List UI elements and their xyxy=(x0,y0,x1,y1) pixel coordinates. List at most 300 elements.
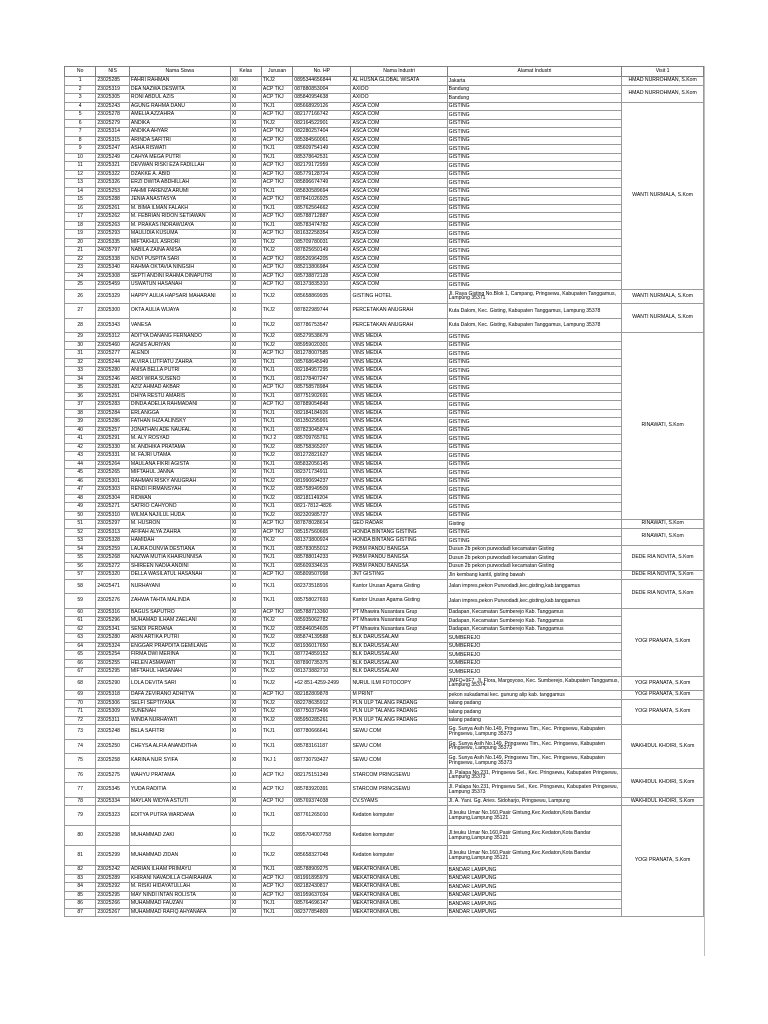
cell-kelas[interactable]: XI xyxy=(230,846,261,866)
cell-nama-siswa[interactable]: ANDIKA AHYAR xyxy=(129,128,230,137)
cell-alamat-industri[interactable]: GISTING xyxy=(447,384,622,393)
cell-no-hp[interactable]: 085157560665 xyxy=(293,528,351,537)
cell-no[interactable]: 8 xyxy=(65,136,96,145)
cell-jurusan[interactable]: ACP TKJ xyxy=(261,691,292,700)
cell-nama-siswa[interactable]: BAGUS SAPUTRO xyxy=(129,608,230,617)
cell-nama-industri[interactable]: ASCA COM xyxy=(351,230,447,239)
cell-no-hp[interactable]: 085658327048 xyxy=(293,846,351,866)
cell-nama-industri[interactable]: STARCOM PRINGSEWU xyxy=(351,783,447,798)
cell-no[interactable]: 7 xyxy=(65,128,96,137)
cell-visit-1[interactable]: RINAWATI, S.Kom xyxy=(622,528,704,545)
cell-jurusan[interactable]: TKJ1 xyxy=(261,375,292,384)
cell-jurusan[interactable]: TKJ2 xyxy=(261,289,292,304)
cell-nama-siswa[interactable]: ARDI WIRA SUSENO xyxy=(129,375,230,384)
cell-alamat-industri[interactable]: SUMBEREJO xyxy=(447,642,622,651)
cell-nama-industri[interactable]: VINS MEDIA xyxy=(351,401,447,410)
cell-nama-industri[interactable]: STARCOM PRINGSEWU xyxy=(351,768,447,783)
cell-nama-industri[interactable]: ASCA COM xyxy=(351,272,447,281)
cell-nis[interactable]: 23025310 xyxy=(96,511,130,520)
cell-jurusan[interactable]: TKJ1 xyxy=(261,866,292,875)
cell-no-hp[interactable]: 081991895979 xyxy=(293,874,351,883)
cell-nama-siswa[interactable]: ALENDI xyxy=(129,350,230,359)
cell-alamat-industri[interactable]: BANDAR LAMPUNG xyxy=(447,900,622,909)
cell-nama-industri[interactable]: HONDA BINTANG GISTING xyxy=(351,528,447,537)
cell-no[interactable]: 78 xyxy=(65,797,96,806)
cell-nama-industri[interactable]: BLK DARUSSALAM xyxy=(351,659,447,668)
cell-jurusan[interactable]: TKJ2 xyxy=(261,642,292,651)
cell-alamat-industri[interactable]: GISTING xyxy=(447,409,622,418)
table-row[interactable] xyxy=(65,460,704,469)
header-nama-siswa[interactable]: Nama Siswa xyxy=(129,67,230,77)
cell-nis[interactable]: 23025248 xyxy=(96,725,130,740)
cell-no[interactable]: 65 xyxy=(65,651,96,660)
cell-no[interactable]: 37 xyxy=(65,401,96,410)
cell-jurusan[interactable]: TKJ2 xyxy=(261,716,292,725)
cell-jurusan[interactable]: TKJ2 xyxy=(261,238,292,247)
cell-jurusan[interactable]: TKJ1 xyxy=(261,659,292,668)
cell-nis[interactable]: 23025292 xyxy=(96,883,130,892)
cell-nama-siswa[interactable]: M. BIMA ILMAN FALAKH xyxy=(129,204,230,213)
cell-jurusan[interactable]: TKJ2 xyxy=(261,668,292,677)
cell-no-hp[interactable]: 085788713360 xyxy=(293,608,351,617)
cell-kelas[interactable]: XI xyxy=(230,272,261,281)
cell-alamat-industri[interactable]: GISTING xyxy=(447,119,622,128)
cell-jurusan[interactable]: TKJ2 xyxy=(261,318,292,333)
cell-nis[interactable]: 23025275 xyxy=(96,768,130,783)
cell-nama-industri[interactable]: SEWU COM xyxy=(351,739,447,754)
cell-nis[interactable]: 23025242 xyxy=(96,866,130,875)
table-row[interactable] xyxy=(65,739,704,754)
cell-nis[interactable]: 23025258 xyxy=(96,754,130,769)
cell-nis[interactable]: 23025320 xyxy=(96,571,130,580)
cell-kelas[interactable]: XI xyxy=(230,511,261,520)
cell-nis[interactable]: 23025311 xyxy=(96,716,130,725)
cell-no[interactable]: 5 xyxy=(65,111,96,120)
cell-kelas[interactable]: XI xyxy=(230,230,261,239)
cell-no[interactable]: 50 xyxy=(65,511,96,520)
cell-jurusan[interactable]: ACP TKJ xyxy=(261,528,292,537)
cell-nis[interactable]: 23025246 xyxy=(96,375,130,384)
cell-no[interactable]: 21 xyxy=(65,247,96,256)
cell-no[interactable]: 57 xyxy=(65,571,96,580)
table-row[interactable] xyxy=(65,537,704,546)
cell-alamat-industri[interactable]: GISTING xyxy=(447,281,622,290)
cell-nama-industri[interactable]: ASCA COM xyxy=(351,128,447,137)
cell-nis[interactable]: 23025263 xyxy=(96,221,130,230)
table-row[interactable] xyxy=(65,272,704,281)
cell-jurusan[interactable]: TKJ1 xyxy=(261,418,292,427)
cell-no[interactable]: 60 xyxy=(65,608,96,617)
cell-no-hp[interactable]: 087730793427 xyxy=(293,754,351,769)
cell-no[interactable]: 51 xyxy=(65,520,96,529)
cell-jurusan[interactable]: ACP TKJ xyxy=(261,608,292,617)
cell-jurusan[interactable]: ACP TKJ xyxy=(261,196,292,205)
cell-jurusan[interactable]: ACP TKJ xyxy=(261,768,292,783)
cell-alamat-industri[interactable]: GISTING xyxy=(447,418,622,427)
cell-nama-siswa[interactable]: M. FEBRIAN RIDON SETIAWAN xyxy=(129,213,230,222)
cell-no[interactable]: 31 xyxy=(65,350,96,359)
table-row[interactable] xyxy=(65,571,704,580)
cell-visit-1[interactable]: RINAWATI, S.Kom xyxy=(622,333,704,520)
cell-nama-siswa[interactable]: KHIRANI NAVADILLA CHAIRAHMA xyxy=(129,874,230,883)
cell-jurusan[interactable]: TKJ1 xyxy=(261,409,292,418)
cell-jurusan[interactable]: ACP TKJ xyxy=(261,128,292,137)
table-row[interactable] xyxy=(65,452,704,461)
header-nis[interactable]: NIS xyxy=(96,67,130,77)
cell-jurusan[interactable]: TKJ1 xyxy=(261,594,292,609)
table-row[interactable] xyxy=(65,247,704,256)
cell-alamat-industri[interactable]: Jl. Palapa No.231, Pringsewu Sel., Kec. Pringsewu, Kabupaten Pringsewu, Lampung 35373 xyxy=(447,783,622,798)
cell-jurusan[interactable]: ACP TKJ xyxy=(261,213,292,222)
cell-nis[interactable]: 23025340 xyxy=(96,264,130,273)
cell-alamat-industri[interactable]: GISTING xyxy=(447,528,622,537)
cell-jurusan[interactable]: ACP TKJ xyxy=(261,162,292,171)
cell-kelas[interactable]: XI xyxy=(230,594,261,609)
cell-nama-industri[interactable]: VINS MEDIA xyxy=(351,392,447,401)
cell-no-hp[interactable]: 085783920391 xyxy=(293,783,351,798)
cell-nis[interactable]: 23025262 xyxy=(96,213,130,222)
cell-alamat-industri[interactable]: SUMBEREJO xyxy=(447,668,622,677)
table-row[interactable] xyxy=(65,494,704,503)
cell-no-hp[interactable]: 081990694237 xyxy=(293,477,351,486)
table-row[interactable] xyxy=(65,264,704,273)
cell-visit-1[interactable]: WAKHIDUL KHOIRI, S.Kom xyxy=(622,797,704,806)
cell-nis[interactable]: 23025343 xyxy=(96,318,130,333)
cell-visit-1[interactable]: DEDE RIA NOVITA, S.Kom xyxy=(622,545,704,571)
cell-kelas[interactable]: XI xyxy=(230,204,261,213)
cell-nama-siswa[interactable]: WILMA NAJILUL HUDA xyxy=(129,511,230,520)
cell-no[interactable]: 69 xyxy=(65,691,96,700)
cell-kelas[interactable]: XI xyxy=(230,537,261,546)
cell-nis[interactable]: 23025276 xyxy=(96,594,130,609)
cell-kelas[interactable]: XI xyxy=(230,460,261,469)
table-row[interactable] xyxy=(65,304,704,319)
cell-nis[interactable]: 23025253 xyxy=(96,187,130,196)
cell-nis[interactable]: 23025290 xyxy=(96,676,130,691)
cell-no-hp[interactable]: 081350295991 xyxy=(293,418,351,427)
cell-nis[interactable]: 23025254 xyxy=(96,651,130,660)
cell-kelas[interactable]: XI xyxy=(230,562,261,571)
cell-visit-1[interactable]: DEDE RIA NOVITA, S.Kom xyxy=(622,579,704,608)
cell-kelas[interactable]: XI xyxy=(230,891,261,900)
cell-nis[interactable]: 23025243 xyxy=(96,102,130,111)
cell-nama-siswa[interactable]: ALVIRA LUTFIATU ZAHRA xyxy=(129,358,230,367)
cell-alamat-industri[interactable]: GISTING xyxy=(447,204,622,213)
cell-nama-industri[interactable]: ASCA COM xyxy=(351,162,447,171)
cell-nis[interactable]: 23025264 xyxy=(96,460,130,469)
cell-jurusan[interactable]: ACP TKJ xyxy=(261,883,292,892)
cell-kelas[interactable]: XI xyxy=(230,520,261,529)
cell-nama-siswa[interactable]: M. RISKI HIDAYATULLAH xyxy=(129,883,230,892)
cell-nis[interactable]: 23025247 xyxy=(96,145,130,154)
cell-no-hp[interactable]: 085764696147 xyxy=(293,900,351,909)
cell-alamat-industri[interactable]: GISTING xyxy=(447,469,622,478)
cell-nama-industri[interactable]: PT Mhawira Nusantara Grup xyxy=(351,625,447,634)
cell-no[interactable]: 9 xyxy=(65,145,96,154)
cell-nama-industri[interactable]: VINS MEDIA xyxy=(351,511,447,520)
cell-nama-siswa[interactable]: ARIN ARTIKA PUTRI xyxy=(129,634,230,643)
cell-nama-industri[interactable]: VINS MEDIA xyxy=(351,452,447,461)
cell-nis[interactable]: 23025279 xyxy=(96,119,130,128)
cell-nama-siswa[interactable]: NABILA ZAINA ANISA xyxy=(129,247,230,256)
cell-nama-industri[interactable]: AXIOO xyxy=(351,94,447,103)
cell-nis[interactable]: 23025324 xyxy=(96,642,130,651)
cell-kelas[interactable]: XI xyxy=(230,699,261,708)
cell-nama-siswa[interactable]: OKTA AULIA WIJAYA xyxy=(129,304,230,319)
cell-jurusan[interactable]: TKJ1 xyxy=(261,739,292,754)
table-row[interactable] xyxy=(65,119,704,128)
table-row[interactable] xyxy=(65,469,704,478)
cell-no-hp[interactable]: 085668929126 xyxy=(293,102,351,111)
cell-no-hp[interactable]: 087825650149 xyxy=(293,247,351,256)
cell-no[interactable]: 70 xyxy=(65,699,96,708)
cell-nama-industri[interactable]: GISTING HOTEL xyxy=(351,289,447,304)
cell-no-hp[interactable]: 085738872128 xyxy=(293,272,351,281)
cell-kelas[interactable]: XI xyxy=(230,625,261,634)
cell-no-hp[interactable]: 085758578984 xyxy=(293,384,351,393)
cell-kelas[interactable]: XI xyxy=(230,469,261,478)
table-row[interactable] xyxy=(65,221,704,230)
cell-alamat-industri[interactable]: Gg. Sunya Asih No.149, Pringsewu Tim., Kec. Pringsewu, Kabupaten Pringsewu, Lampung 35373 xyxy=(447,739,622,754)
table-row[interactable] xyxy=(65,846,704,866)
cell-alamat-industri[interactable]: GISTING xyxy=(447,367,622,376)
cell-alamat-industri[interactable]: GISTING xyxy=(447,196,622,205)
cell-kelas[interactable]: XI xyxy=(230,866,261,875)
cell-nama-industri[interactable]: ASCA COM xyxy=(351,264,447,273)
cell-no-hp[interactable]: 087751902691 xyxy=(293,392,351,401)
cell-nis[interactable]: 23025257 xyxy=(96,426,130,435)
cell-alamat-industri[interactable]: Kuta Dalom, Kec. Gisting, Kabupaten Tanggamus, Lampung 35378 xyxy=(447,304,622,319)
cell-nama-industri[interactable]: ASCA COM xyxy=(351,136,447,145)
cell-jurusan[interactable]: ACP TKJ xyxy=(261,401,292,410)
cell-nama-industri[interactable]: MEKATRONIKA UBL xyxy=(351,866,447,875)
cell-nama-industri[interactable]: ASCA COM xyxy=(351,179,447,188)
cell-nama-siswa[interactable]: MAULANA FIKRI AGISTA xyxy=(129,460,230,469)
cell-kelas[interactable]: XI xyxy=(230,375,261,384)
cell-kelas[interactable]: XI xyxy=(230,579,261,594)
table-row[interactable] xyxy=(65,503,704,512)
table-row[interactable] xyxy=(65,230,704,239)
table-row[interactable] xyxy=(65,341,704,350)
cell-nis[interactable]: 23025323 xyxy=(96,806,130,826)
cell-nama-siswa[interactable]: RAHMAN RISKY ANUGRAH xyxy=(129,477,230,486)
cell-nama-siswa[interactable]: HELEN ASMAWATI xyxy=(129,659,230,668)
cell-no[interactable]: 76 xyxy=(65,768,96,783)
cell-kelas[interactable]: XI xyxy=(230,247,261,256)
cell-no-hp[interactable]: 087750373496 xyxy=(293,708,351,717)
cell-alamat-industri[interactable]: Jl.teuku Umar No.160,Pasir Gintung,Kec.Kedaton,Kota Bandar Lampung,Lampung 35121 xyxy=(447,846,622,866)
cell-alamat-industri[interactable]: GISTING xyxy=(447,221,622,230)
cell-kelas[interactable]: XI xyxy=(230,691,261,700)
table-row[interactable] xyxy=(65,608,704,617)
cell-alamat-industri[interactable]: GISTING xyxy=(447,230,622,239)
cell-no-hp[interactable]: 085935062782 xyxy=(293,617,351,626)
cell-no[interactable]: 52 xyxy=(65,528,96,537)
cell-nama-siswa[interactable]: DEA NAZWA DESWITA xyxy=(129,85,230,94)
cell-nis[interactable]: 23025330 xyxy=(96,443,130,452)
cell-kelas[interactable]: XI xyxy=(230,826,261,846)
cell-no[interactable]: 55 xyxy=(65,554,96,563)
cell-kelas[interactable]: XI xyxy=(230,739,261,754)
cell-alamat-industri[interactable]: GISTING xyxy=(447,213,622,222)
cell-kelas[interactable]: XI xyxy=(230,494,261,503)
cell-nama-industri[interactable]: VINS MEDIA xyxy=(351,443,447,452)
cell-no[interactable]: 83 xyxy=(65,874,96,883)
cell-kelas[interactable]: XI xyxy=(230,85,261,94)
cell-nama-industri[interactable]: VINS MEDIA xyxy=(351,503,447,512)
table-row[interactable] xyxy=(65,883,704,892)
table-row[interactable] xyxy=(65,213,704,222)
cell-kelas[interactable]: XI xyxy=(230,725,261,740)
cell-kelas[interactable]: XI xyxy=(230,187,261,196)
cell-kelas[interactable]: XI xyxy=(230,874,261,883)
cell-no-hp[interactable]: 085758949509 xyxy=(293,486,351,495)
cell-jurusan[interactable]: ACP TKJ xyxy=(261,136,292,145)
cell-nis[interactable]: 23025285 xyxy=(96,77,130,86)
cell-no-hp[interactable]: 085783055012 xyxy=(293,545,351,554)
cell-jurusan[interactable]: ACP TKJ xyxy=(261,350,292,359)
cell-kelas[interactable]: XI xyxy=(230,304,261,319)
cell-kelas[interactable]: XI xyxy=(230,676,261,691)
cell-nama-industri[interactable]: VINS MEDIA xyxy=(351,341,447,350)
cell-no[interactable]: 59 xyxy=(65,594,96,609)
cell-nama-siswa[interactable]: MAYLAN WIDYA ASTUTI xyxy=(129,797,230,806)
cell-alamat-industri[interactable]: GISTING xyxy=(447,136,622,145)
cell-no[interactable]: 71 xyxy=(65,708,96,717)
cell-alamat-industri[interactable]: GISTING xyxy=(447,350,622,359)
cell-kelas[interactable]: XI xyxy=(230,554,261,563)
cell-kelas[interactable]: XI xyxy=(230,384,261,393)
cell-kelas[interactable]: XI xyxy=(230,401,261,410)
cell-jurusan[interactable]: ACP TKJ xyxy=(261,264,292,273)
cell-nama-siswa[interactable]: FATHAN IHZA ALINSKY xyxy=(129,418,230,427)
cell-jurusan[interactable]: ACP TKJ xyxy=(261,891,292,900)
cell-nama-siswa[interactable]: M. ALY ROSYAD xyxy=(129,435,230,444)
cell-jurusan[interactable]: TKJ2 xyxy=(261,333,292,342)
cell-nis[interactable]: 23025335 xyxy=(96,238,130,247)
cell-kelas[interactable]: XI xyxy=(230,238,261,247)
table-row[interactable] xyxy=(65,204,704,213)
cell-no-hp[interactable]: 087724859152 xyxy=(293,651,351,660)
cell-visit-1[interactable]: WAKHIDUL KHOIRI, S.Kom xyxy=(622,725,704,769)
cell-nis[interactable]: 23025329 xyxy=(96,289,130,304)
cell-visit-1[interactable]: RINAWATI, S.Kom xyxy=(622,520,704,529)
cell-nama-siswa[interactable]: ZAHWA TAHTA MALINDA xyxy=(129,594,230,609)
cell-nis[interactable]: 23025251 xyxy=(96,392,130,401)
cell-no-hp[interactable]: 081278407247 xyxy=(293,375,351,384)
cell-alamat-industri[interactable]: GISTING xyxy=(447,162,622,171)
cell-nis[interactable]: 24025471 xyxy=(96,579,130,594)
table-row[interactable] xyxy=(65,699,704,708)
cell-nama-siswa[interactable]: AMELIA AZZAHRA xyxy=(129,111,230,120)
cell-nama-industri[interactable]: ASCA COM xyxy=(351,119,447,128)
cell-nama-industri[interactable]: ASCA COM xyxy=(351,238,447,247)
cell-nama-siswa[interactable]: NOVI PUSPITA SARI xyxy=(129,255,230,264)
table-row[interactable] xyxy=(65,238,704,247)
cell-nama-siswa[interactable]: M. PRAKAS INDRAWIJAYA xyxy=(129,221,230,230)
cell-nis[interactable]: 23025305 xyxy=(96,94,130,103)
cell-nis[interactable]: 23025278 xyxy=(96,111,130,120)
table-row[interactable] xyxy=(65,783,704,798)
cell-alamat-industri[interactable]: GISTING xyxy=(447,401,622,410)
table-row[interactable] xyxy=(65,520,704,529)
cell-nama-industri[interactable]: ASCA COM xyxy=(351,204,447,213)
cell-alamat-industri[interactable]: GISTING xyxy=(447,264,622,273)
cell-nama-siswa[interactable]: FAHRI RAHMAN xyxy=(129,77,230,86)
cell-nama-siswa[interactable]: ADRIAN ILHAM PRIMAYU xyxy=(129,866,230,875)
cell-kelas[interactable]: XI xyxy=(230,367,261,376)
cell-nama-siswa[interactable]: YUDA RADITIA xyxy=(129,783,230,798)
cell-jurusan[interactable]: ACP TKJ xyxy=(261,255,292,264)
cell-visit-1[interactable]: YOGI PRANATA, S.Kom xyxy=(622,608,704,676)
cell-visit-1[interactable]: WANTI NURMALA, S.Kom xyxy=(622,304,704,333)
cell-alamat-industri[interactable]: BANDAR LAMPUNG xyxy=(447,866,622,875)
cell-no-hp[interactable]: 085783161187 xyxy=(293,739,351,754)
cell-no[interactable]: 20 xyxy=(65,238,96,247)
header-alamat-industri[interactable]: Alamat Industri xyxy=(447,67,622,77)
cell-nis[interactable]: 23025244 xyxy=(96,358,130,367)
table-row[interactable] xyxy=(65,528,704,537)
cell-nis[interactable]: 23025319 xyxy=(96,85,130,94)
table-row[interactable] xyxy=(65,333,704,342)
cell-no-hp[interactable]: 085830589694 xyxy=(293,187,351,196)
cell-nama-siswa[interactable]: NURHAYANI xyxy=(129,579,230,594)
cell-nama-industri[interactable]: BLK DARUSSALAM xyxy=(351,642,447,651)
cell-nama-industri[interactable]: SEWU COM xyxy=(351,725,447,740)
cell-no[interactable]: 62 xyxy=(65,625,96,634)
cell-nis[interactable]: 23025341 xyxy=(96,625,130,634)
cell-kelas[interactable]: XI xyxy=(230,418,261,427)
cell-nama-siswa[interactable]: CAHYA MEGA PUTRI xyxy=(129,153,230,162)
cell-jurusan[interactable]: ACP TKJ xyxy=(261,179,292,188)
table-row[interactable] xyxy=(65,443,704,452)
cell-no-hp[interactable]: 087822989744 xyxy=(293,304,351,319)
cell-nama-industri[interactable]: AL HUSNA GLOBAL WISATA xyxy=(351,77,447,86)
cell-nama-siswa[interactable]: WINDA NURHAYATI xyxy=(129,716,230,725)
cell-no-hp[interactable]: 085378642531 xyxy=(293,153,351,162)
cell-nama-siswa[interactable]: MIFTAKHUL ASRORI xyxy=(129,238,230,247)
cell-no[interactable]: 40 xyxy=(65,426,96,435)
cell-no-hp[interactable]: 085709765761 xyxy=(293,435,351,444)
cell-jurusan[interactable]: TKJ1 xyxy=(261,503,292,512)
cell-no[interactable]: 16 xyxy=(65,204,96,213)
cell-nama-siswa[interactable]: EDITYA PUTRA WARDANA xyxy=(129,806,230,826)
cell-kelas[interactable]: XI xyxy=(230,213,261,222)
table-row[interactable] xyxy=(65,477,704,486)
cell-nama-industri[interactable]: PLN ULP TALANG PADANG xyxy=(351,716,447,725)
cell-kelas[interactable]: XI xyxy=(230,617,261,626)
cell-kelas[interactable]: XI xyxy=(230,341,261,350)
cell-no[interactable]: 66 xyxy=(65,659,96,668)
cell-no[interactable]: 63 xyxy=(65,634,96,643)
cell-alamat-industri[interactable]: Jl. A. Yani. Gg. Aries. Sidoharjo, Pringsewu, Lampung xyxy=(447,797,622,806)
table-row[interactable] xyxy=(65,545,704,554)
table-row[interactable] xyxy=(65,128,704,137)
cell-nis[interactable]: 23025326 xyxy=(96,179,130,188)
table-row[interactable] xyxy=(65,170,704,179)
cell-nama-siswa[interactable]: RAHMA OKTAVIA NINGSIH xyxy=(129,264,230,273)
cell-no[interactable]: 67 xyxy=(65,668,96,677)
table-row[interactable] xyxy=(65,891,704,900)
cell-nis[interactable]: 23025296 xyxy=(96,617,130,626)
cell-nama-industri[interactable]: VINS MEDIA xyxy=(351,477,447,486)
cell-visit-1[interactable]: HMAD NURROHMAN, S.Kom xyxy=(622,85,704,102)
cell-nama-industri[interactable]: VINS MEDIA xyxy=(351,358,447,367)
cell-alamat-industri[interactable]: GISTING xyxy=(447,392,622,401)
table-row[interactable] xyxy=(65,651,704,660)
cell-no[interactable]: 68 xyxy=(65,676,96,691)
cell-nama-industri[interactable]: ASCA COM xyxy=(351,102,447,111)
